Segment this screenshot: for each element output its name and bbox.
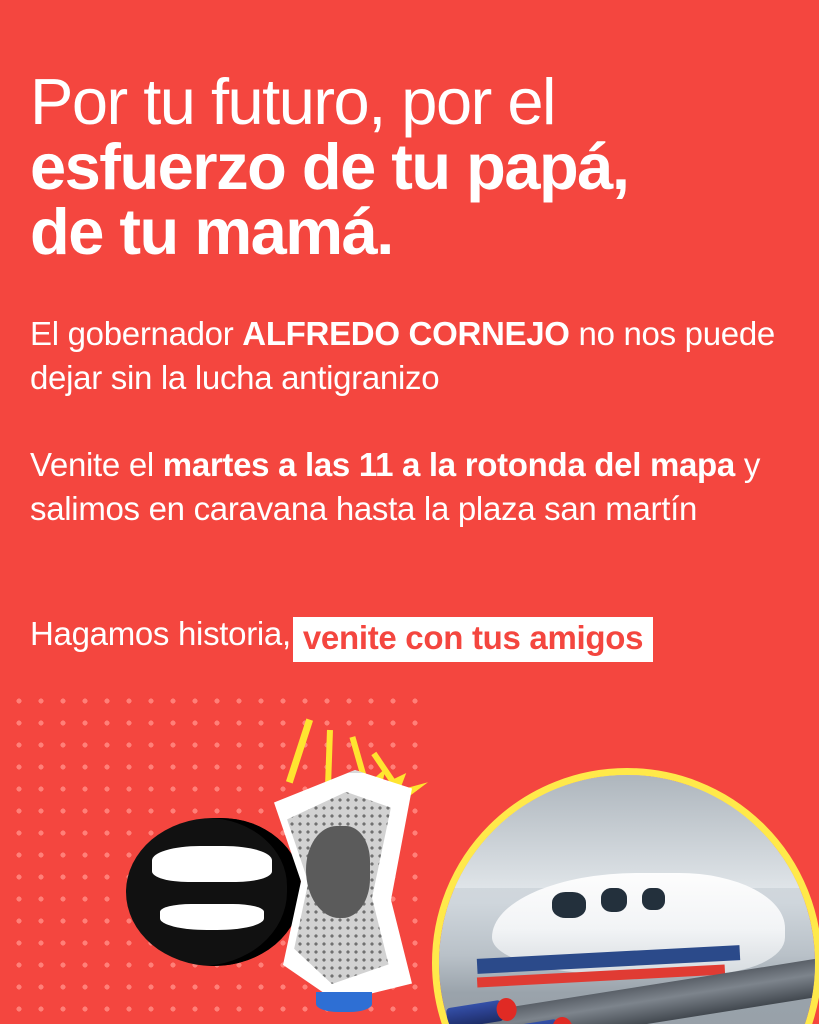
flare-rocket — [445, 1000, 504, 1024]
headline-line-3: de tu mamá. — [30, 195, 393, 269]
page-title — [30, 65, 790, 269]
plane-window — [552, 892, 586, 918]
antihail-plane-photo — [432, 768, 819, 1024]
paragraph-event-after: y salimos en caravana hasta la plaza san martín — [30, 446, 761, 527]
plane-window — [601, 888, 627, 912]
paragraph-governor-after: no nos puede dejar sin la lucha antigranizo — [30, 315, 775, 396]
paragraph-call-to-action — [30, 612, 790, 658]
lightning-bolt-icon — [325, 730, 333, 786]
headline-line-2: esfuerzo de tu papá, — [30, 130, 629, 204]
megaphone-icon — [120, 760, 440, 1024]
paragraph-event-before: Venite el — [30, 446, 163, 483]
plane-window — [642, 888, 665, 911]
megaphone-horn-opening — [306, 826, 370, 918]
paragraph-event-details: martes a las 11 a la rotonda del mapa — [162, 446, 735, 483]
paragraph-event — [30, 443, 798, 530]
photo-inner — [439, 775, 815, 1024]
paragraph-governor — [30, 312, 790, 399]
megaphone-handle — [316, 992, 372, 1012]
cta-text: Hagamos historia, — [30, 615, 291, 652]
paragraph-governor-before: El gobernador — [30, 315, 243, 352]
cta-highlight-badge: venite con tus amigos — [293, 617, 653, 662]
hangar-ceiling — [439, 775, 815, 888]
shouting-mouth-icon — [126, 818, 301, 966]
headline-line-1: Por tu futuro, por el — [30, 65, 555, 138]
paragraph-governor-name: ALFREDO CORNEJO — [242, 315, 570, 352]
